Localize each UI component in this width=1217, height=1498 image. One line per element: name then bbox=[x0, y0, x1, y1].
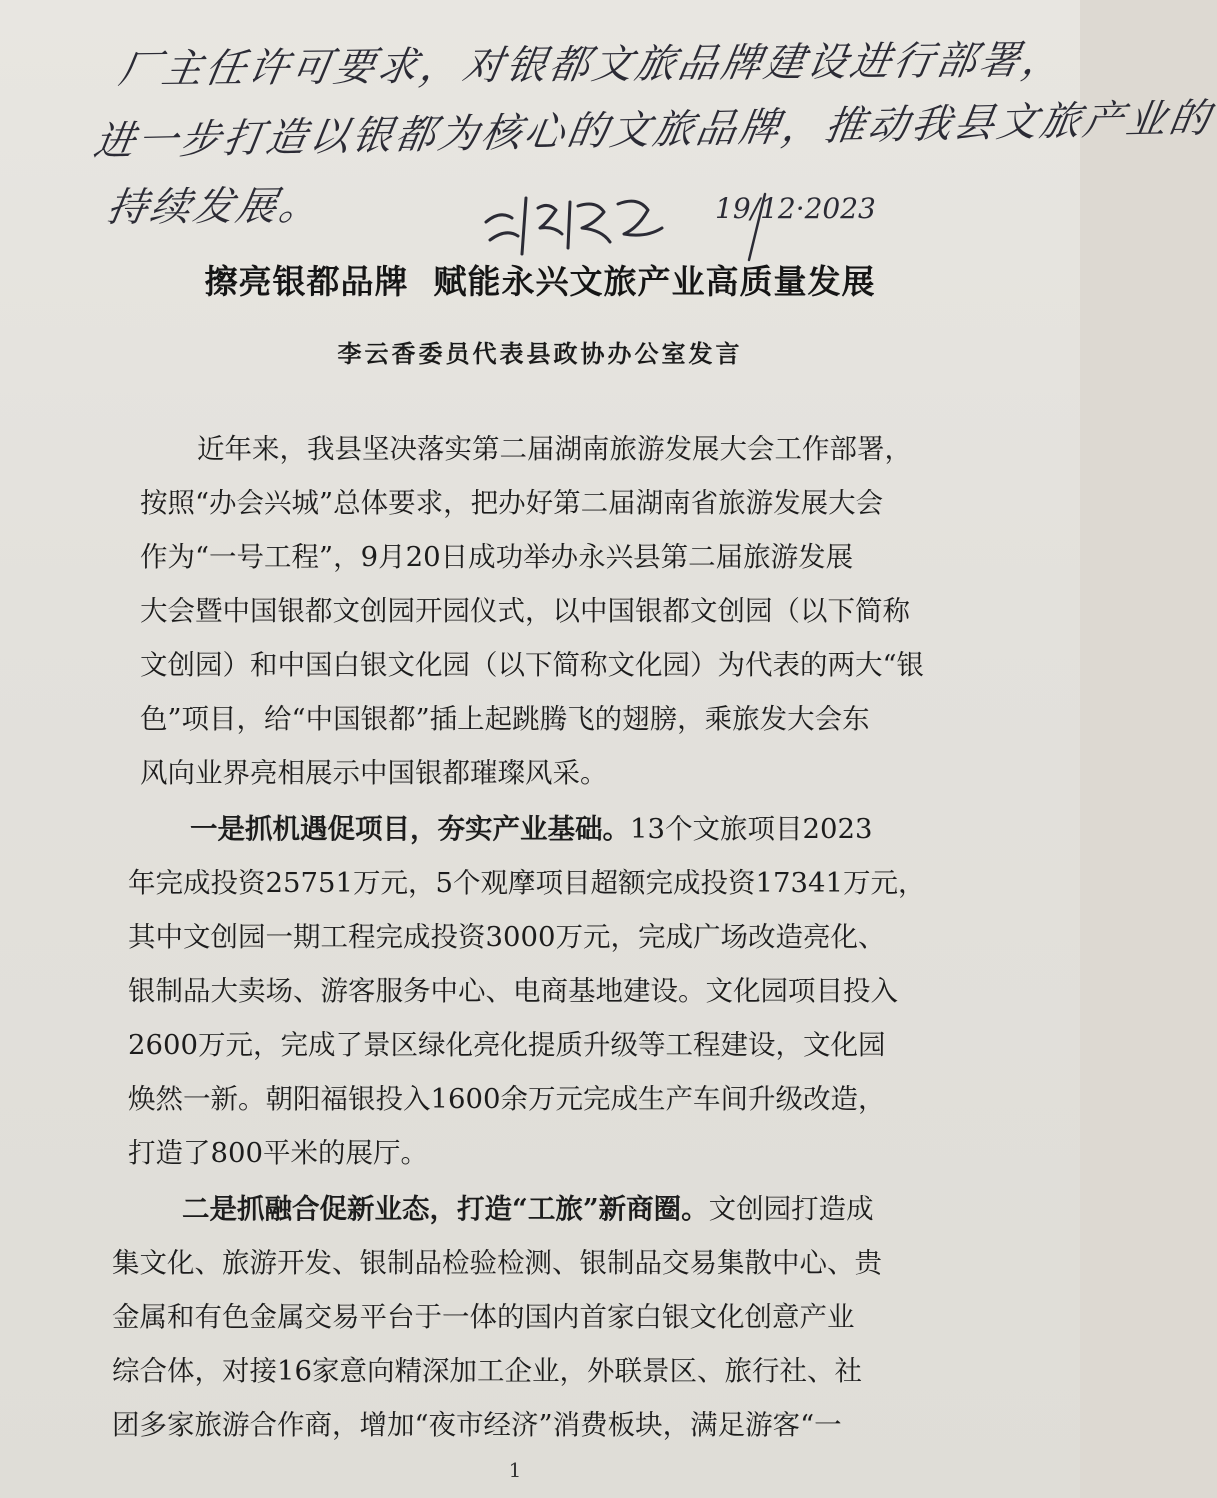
svg-text:19/12·2023: 19/12·2023 bbox=[715, 192, 876, 225]
paragraph-1-line-4: 大会暨中国银都文创园开园仪式，以中国银都文创园（以下简称 bbox=[140, 595, 910, 627]
paragraph-1-line-5: 文创园）和中国白银文化园（以下简称文化园）为代表的两大“银 bbox=[140, 649, 925, 681]
paragraph-1-line-6: 色”项目，给“中国银都”插上起跳腾飞的翅膀，乘旅发大会东 bbox=[140, 703, 870, 735]
paragraph-1-line-1: 近年来，我县坚决落实第二届湖南旅游发展大会工作部署， bbox=[197, 433, 912, 465]
paragraph-3-line-4: 综合体，对接16家意向精深加工企业，外联景区、旅行社、社 bbox=[112, 1355, 862, 1387]
paragraph-1-line-3: 作为“一号工程”，9月20日成功举办永兴县第二届旅游发展 bbox=[140, 541, 854, 573]
annotation-line-3: 持续发展。 bbox=[103, 183, 327, 232]
paragraph-2-line-2: 年完成投资25751万元，5个观摩项目超额完成投资17341万元， bbox=[128, 867, 926, 899]
paragraph-2-line-6: 焕然一新。朝阳福银投入1600余万元完成生产车间升级改造， bbox=[128, 1083, 886, 1115]
handwritten-signature bbox=[478, 188, 678, 258]
paragraph-2-line-4: 银制品大卖场、游客服务中心、电商基地建设。文化园项目投入 bbox=[128, 975, 898, 1007]
paragraph-1-line-2: 按照“办会兴城”总体要求，把办好第二届湖南省旅游发展大会 bbox=[140, 487, 884, 519]
paragraph-2-line-5: 2600万元，完成了景区绿化亮化提质升级等工程建设，文化园 bbox=[128, 1029, 886, 1061]
paragraph-3-first-line-rest: 文创园打造成 bbox=[708, 1193, 874, 1225]
paragraph-3-line-3: 金属和有色金属交易平台于一体的国内首家白银文化创意产业 bbox=[112, 1301, 855, 1333]
paragraph-3-line-2: 集文化、旅游开发、银制品检验检测、银制品交易集散中心、贵 bbox=[112, 1247, 882, 1279]
paragraph-2-line-3: 其中文创园一期工程完成投资3000万元，完成广场改造亮化、 bbox=[128, 921, 886, 953]
paragraph-3-heading: 二是抓融合促新业态，打造“工旅”新商圈。 bbox=[182, 1193, 709, 1225]
page-number: 1 bbox=[508, 1458, 522, 1482]
document-subtitle: 李云香委员代表县政协办公室发言 bbox=[337, 339, 743, 368]
handwritten-annotation bbox=[0, 0, 1216, 240]
paragraph-2-line-7: 打造了800平米的展厅。 bbox=[128, 1137, 428, 1169]
paragraph-2-first-line bbox=[190, 806, 872, 846]
paragraph-1-line-7: 风向业界亮相展示中国银都璀璨风采。 bbox=[140, 757, 608, 789]
paragraph-3-first-line bbox=[182, 1186, 874, 1226]
paragraph-2-heading: 一是抓机遇促项目，夯实产业基础。 bbox=[190, 813, 630, 845]
annotation-line-2: 进一步打造以银都为核心的文旅品牌，推动我县文旅产业的 bbox=[90, 95, 1216, 166]
annotation-line-1: 厂主任许可要求，对银都文旅品牌建设进行部署， bbox=[115, 37, 1070, 94]
document-title: 擦亮银都品牌 赋能永兴文旅产业高质量发展 bbox=[204, 262, 876, 301]
paragraph-2-first-line-rest: 13个文旅项目2023 bbox=[630, 813, 873, 845]
paragraph-3-line-5: 团多家旅游合作商，增加“夜市经济”消费板块，满足游客“一 bbox=[112, 1409, 842, 1441]
